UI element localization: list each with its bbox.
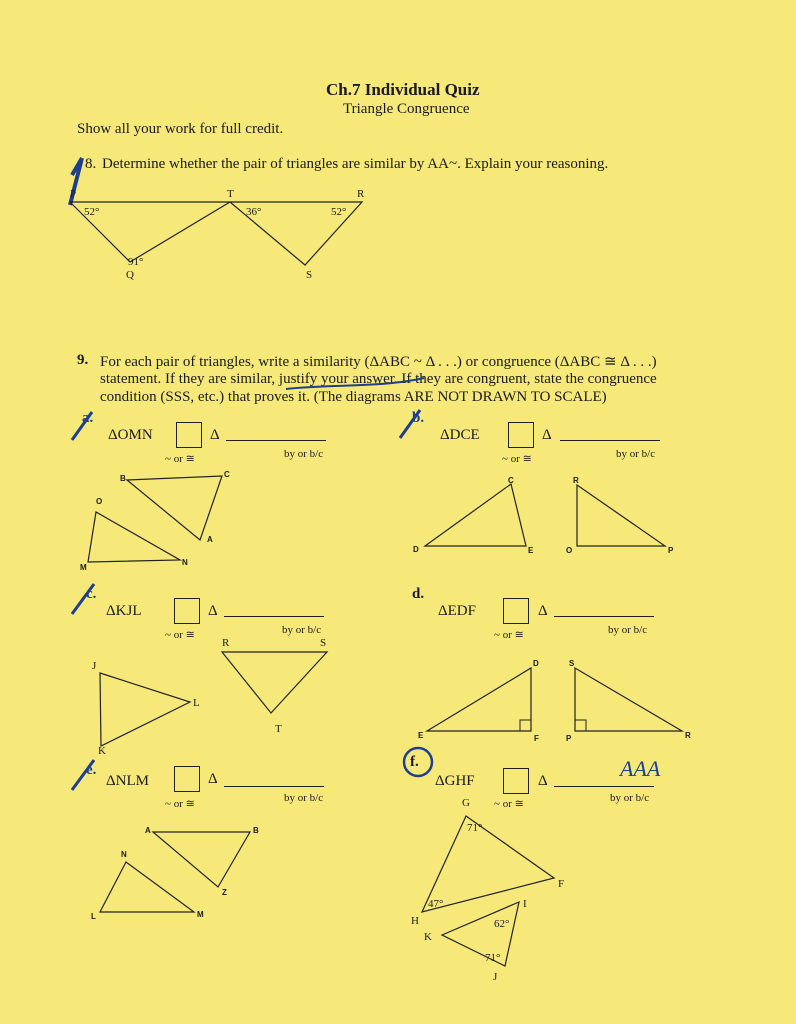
part-a-delta: Δ xyxy=(210,427,220,443)
part-b-letter: b. xyxy=(412,410,425,426)
part-e-sim-or-cong: ~ or ≅ xyxy=(165,798,195,810)
part-c-vertex-k: K xyxy=(98,745,106,757)
part-f-by-or-bc: by or b/c xyxy=(610,792,650,804)
part-f-delta: Δ xyxy=(538,773,548,789)
part-f-vertex-g: G xyxy=(462,797,470,809)
q8-angle-p: 52° xyxy=(84,206,100,218)
part-d-sim-or-cong: ~ or ≅ xyxy=(494,629,524,641)
part-c-sim-or-cong: ~ or ≅ xyxy=(165,629,195,641)
q8-number: 8. xyxy=(85,156,97,172)
part-e-vertex-m: M xyxy=(197,910,204,919)
part-d-triangle: ΔEDF xyxy=(438,603,476,619)
part-e-vertex-b: B xyxy=(253,826,259,835)
part-a-vertex-b: B xyxy=(120,474,126,483)
q8-angle-r: 52° xyxy=(331,206,347,218)
part-b-vertex-p: P xyxy=(668,546,674,555)
part-f-vertex-k: K xyxy=(424,931,432,943)
part-c-vertex-t: T xyxy=(275,723,282,735)
part-c-vertex-l: L xyxy=(193,697,200,709)
part-b-by-or-bc: by or b/c xyxy=(616,448,656,460)
part-d-vertex-s: S xyxy=(569,659,575,668)
part-a-vertex-o: O xyxy=(96,497,103,506)
part-a-vertex-c: C xyxy=(224,470,230,479)
q8-vertex-t: T xyxy=(227,188,234,200)
part-f-angle-g: 71° xyxy=(467,822,483,834)
part-f-angle-j: 71° xyxy=(485,952,501,964)
part-f-angle-i: 62° xyxy=(494,918,510,930)
q8-vertex-s: S xyxy=(306,269,313,281)
q9-line2: statement. If they are similar, justify your answer. If they are congruent, state the congruence xyxy=(100,371,657,387)
part-c-letter: c. xyxy=(86,586,97,602)
part-d-by-or-bc: by or b/c xyxy=(608,624,648,636)
part-f-vertex-j: J xyxy=(493,971,498,983)
part-d-vertex-e: E xyxy=(418,731,424,740)
part-f-sim-or-cong: ~ or ≅ xyxy=(494,798,524,810)
q8-angle-q: 91° xyxy=(128,256,144,268)
part-e-delta: Δ xyxy=(208,771,218,787)
part-c-by-or-bc: by or b/c xyxy=(282,624,322,636)
part-e-by-or-bc: by or b/c xyxy=(284,792,324,804)
part-f-handwritten-answer: AAA xyxy=(620,756,661,781)
part-e-letter: e. xyxy=(86,762,97,778)
q8-prompt: Determine whether the pair of triangles are similar by AA~. Explain your reasoning. xyxy=(102,156,609,172)
q9-line1: For each pair of triangles, write a similarity (ΔABC ~ Δ . . .) or congruence (ΔABC ≅ Δ . . .) xyxy=(100,354,657,370)
q9-number: 9. xyxy=(77,352,89,368)
part-e-triangle: ΔNLM xyxy=(106,773,149,789)
part-a-triangle: ΔOMN xyxy=(108,427,153,443)
part-a-vertex-m: M xyxy=(80,563,87,572)
part-f-vertex-h: H xyxy=(411,915,419,927)
part-f-vertex-i: I xyxy=(523,898,527,910)
part-e-vertex-a: A xyxy=(145,826,151,835)
instructions: Show all your work for full credit. xyxy=(77,121,284,137)
part-d-vertex-d: D xyxy=(533,659,539,668)
q9-line3: condition (SSS, etc.) that proves it. (The diagrams ARE NOT DRAWN TO SCALE) xyxy=(100,389,607,405)
part-e-vertex-l: L xyxy=(91,912,96,921)
part-c-vertex-r: R xyxy=(222,637,230,649)
part-d-vertex-r: R xyxy=(685,731,691,740)
part-d-vertex-f: F xyxy=(534,734,539,743)
part-b-vertex-r: R xyxy=(573,476,579,485)
q8-vertex-p: P xyxy=(70,188,77,200)
part-c-vertex-s: S xyxy=(320,637,327,649)
page-title: Ch.7 Individual Quiz xyxy=(326,80,480,99)
q8-angle-t: 36° xyxy=(246,206,262,218)
part-c-triangle: ΔKJL xyxy=(106,603,142,619)
part-f-angle-h: 47° xyxy=(428,898,444,910)
part-c-vertex-j: J xyxy=(92,660,97,672)
part-b-triangle: ΔDCE xyxy=(440,427,480,443)
part-d-letter: d. xyxy=(412,586,425,602)
part-a-sim-or-cong: ~ or ≅ xyxy=(165,453,195,465)
part-f-vertex-f: F xyxy=(558,878,565,890)
part-b-delta: Δ xyxy=(542,427,552,443)
part-d-vertex-p: P xyxy=(566,734,572,743)
part-a-letter: a. xyxy=(82,410,94,426)
part-c-delta: Δ xyxy=(208,603,218,619)
part-b-vertex-d: D xyxy=(413,545,419,554)
part-a-by-or-bc: by or b/c xyxy=(284,448,324,460)
part-a-vertex-a: A xyxy=(207,535,213,544)
part-e-vertex-n: N xyxy=(121,850,127,859)
part-d-delta: Δ xyxy=(538,603,548,619)
part-b-sim-or-cong: ~ or ≅ xyxy=(502,453,532,465)
part-b-vertex-c: C xyxy=(508,476,514,485)
part-f-triangle: ΔGHF xyxy=(435,773,475,789)
q8-vertex-q: Q xyxy=(126,269,134,281)
part-f-letter: f. xyxy=(410,754,419,770)
part-e-vertex-z: Z xyxy=(222,888,227,897)
part-b-vertex-e: E xyxy=(528,546,534,555)
part-b-vertex-o: O xyxy=(566,546,573,555)
page-subtitle: Triangle Congruence xyxy=(343,101,470,117)
part-a-vertex-n: N xyxy=(182,558,188,567)
q8-vertex-r: R xyxy=(357,188,365,200)
